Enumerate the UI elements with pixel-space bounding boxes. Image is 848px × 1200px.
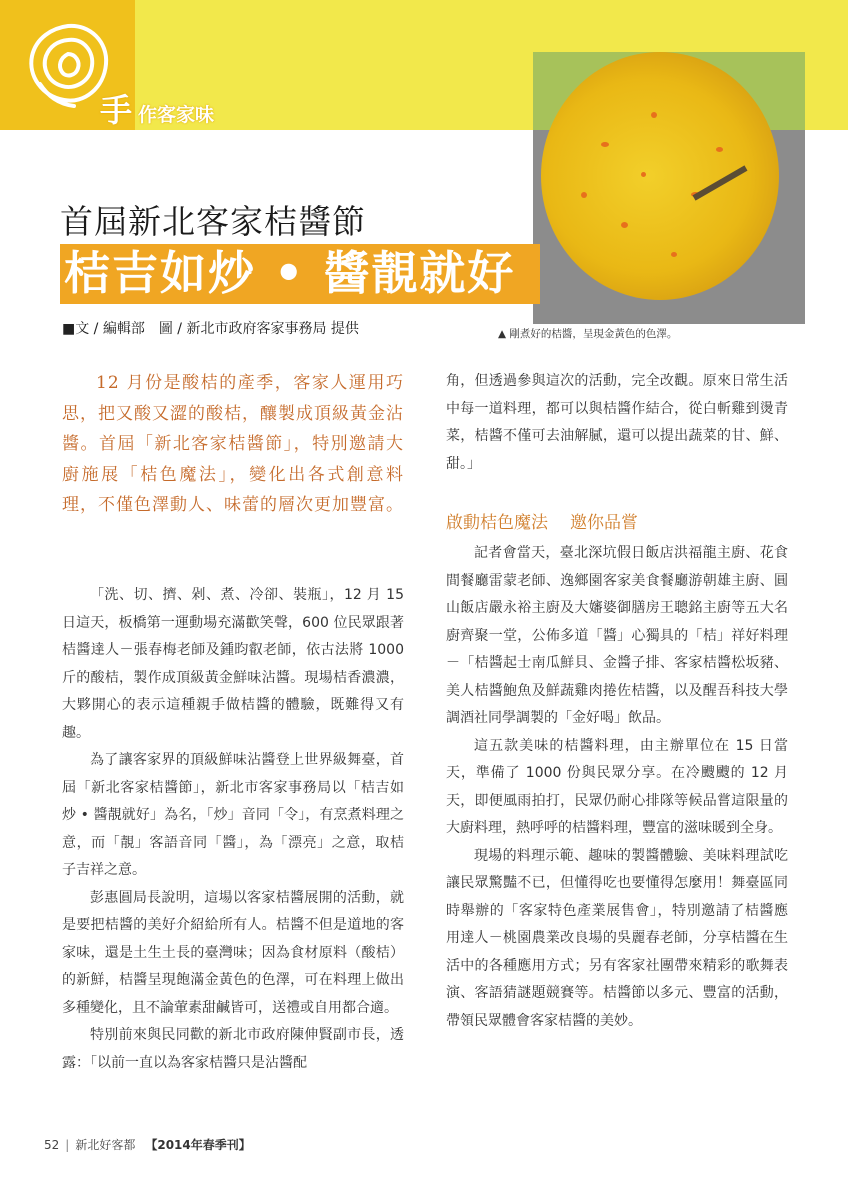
title-line2: 桔吉如炒 • 醬靚就好 xyxy=(64,246,516,300)
section-tag xyxy=(100,91,215,129)
left-paragraph-4: 特別前來與民同歡的新北市政府陳伸賢副市長，透露：「以前一直以為客家桔醬只是沾醬配 xyxy=(62,1027,404,1071)
left-paragraph-2: 為了讓客家界的頂級鮮味沾醬登上世界級舞臺，首屆「新北客家桔醬節」，新北市客家事務局以「桔吉如炒 • 醬靚就好」為名，「炒」音同「令」，有烹煮料理之意，而「靚」客語音同「醬」，為「漂亮」之意，取桔子吉祥之意。 xyxy=(62,752,404,878)
right-paragraph-continued: 角，但透過參與這次的活動，完全改觀。原來日常生活中每一道料理，都可以與桔醬作結合，從白斬雞到燙青菜，桔醬不僅可去油解膩，還可以提出蔬菜的甘、鮮、甜。」 xyxy=(446,373,788,472)
right-paragraph-3: 現場的料理示範、趣味的製醬體驗、美味料理試吃讓民眾驚豔不已，但懂得吃也要懂得怎麼用！舞臺區同時舉辦的「客家特色產業展售會」，特別邀請了桔醬應用達人－桃園農業改良場的吳麗春老師，分享桔醬在生活中的各種應用方式；另有客家社團帶來精彩的歌舞表演、客語猜謎題競賽等。桔醬節以多元、豐富的活動，帶領民眾體會客家桔醬的美妙。 xyxy=(446,847,788,1029)
right-column-top xyxy=(446,368,788,478)
section-tag-small: 作客家味 xyxy=(138,104,215,126)
right-column-bottom xyxy=(446,540,788,1035)
page-footer: 52 | 新北好客都 【2014年春季刊】 xyxy=(44,1138,251,1152)
left-paragraph-1: 「洗、切、擠、剁、煮、冷卻、裝瓶」，12 月 15 日這天，板橋第一運動場充滿歡笑聲，600 位民眾跟著桔醬達人－張春梅老師及鍾昀叡老師，依古法將 1000 斤的酸桔，製作成頂級黃金鮮味沾醬。現場桔香濃濃，大夥開心的表示這種親手做桔醬的體驗，既難得又有趣。 xyxy=(62,587,404,741)
left-paragraph-3: 彭惠圓局長說明，這場以客家桔醬展開的活動，就是要把桔醬的美好介紹給所有人。桔醬不但是道地的客家味，還是土生土長的臺灣味；因為食材原料（酸桔）的新鮮，桔醬呈現飽滿金黃色的色澤，可在料理上做出多種變化，且不論葷素甜鹹皆可，送禮或自用都合適。 xyxy=(62,889,404,1016)
photo-caption: ▲ 剛煮好的桔醬，呈現金黃色的色澤。 xyxy=(498,328,678,340)
section-tag-big: 手 xyxy=(100,91,133,129)
page-number: 52 xyxy=(44,1138,60,1152)
title-line1: 首屆新北客家桔醬節 xyxy=(60,202,366,241)
subheading-part-a: 啟動桔色魔法 xyxy=(446,513,548,533)
section-subheading xyxy=(446,508,638,533)
right-paragraph-1: 記者會當天，臺北深坑假日飯店洪福龍主廚、花食間餐廳雷蒙老師、逸鄉園客家美食餐廳游朝雄主廚、圓山飯店嚴永裕主廚及大嬸婆御膳房王聰銘主廚等五大名廚齊聚一堂，公佈多道「醬」心獨具的「桔」祥好料理－「桔醬起士南瓜鮮貝、金醬子排、客家桔醬松坂豬、美人桔醬鮑魚及鮮蔬雞肉捲佐桔醬，以及醒吾科技大學調酒社同學調製的「金好喝」飲品。 xyxy=(446,545,788,726)
intro-paragraph: 12 月份是酸桔的產季，客家人運用巧思，把又酸又澀的酸桔，釀製成頂級黃金沾醬。首屆「新北客家桔醬節」，特別邀請大廚施展「桔色魔法」，變化出各式創意料理，不僅色澤動人、味蕾的層次更加豐富。 xyxy=(62,373,404,515)
left-column xyxy=(62,582,404,1077)
magazine-name: 新北好客都 xyxy=(75,1138,136,1152)
issue-label: 【2014年春季刊】 xyxy=(145,1138,251,1152)
subheading-part-b: 邀你品嘗 xyxy=(570,513,638,533)
kumquat-sauce-photo xyxy=(541,52,779,300)
credit-line: ■文 / 編輯部 圖 / 新北市政府客家事務局 提供 xyxy=(62,321,359,337)
right-paragraph-2: 這五款美味的桔醬料理，由主辦單位在 15 日當天，準備了 1000 份與民眾分享。在冷颼颼的 12 月天，即便風雨拍打，民眾仍耐心排隊等候品嘗這限量的大廚料理，熱呼呼的桔醬料理，豐富的滋味暖到全身。 xyxy=(446,737,788,836)
